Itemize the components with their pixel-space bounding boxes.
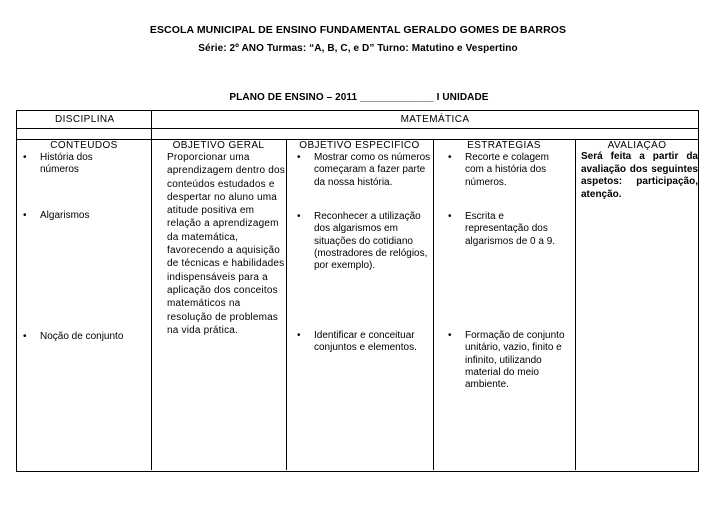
col-divider [575, 139, 576, 470]
col-header-objetivo-especifico: OBJETIVO ESPECÍFICO [299, 140, 420, 151]
bullet-icon: • [448, 330, 452, 341]
plan-title: PLANO DE ENSINO – 2011 _____________ I UNIDADE [229, 92, 489, 103]
col-divider [286, 139, 287, 470]
bullet-icon: • [23, 210, 27, 221]
avaliacao-text: Será feita a partir da avaliação dos seguintes aspetos: participação, atenção. [581, 151, 698, 200]
school-name: ESCOLA MUNICIPAL DE ENSINO FUNDAMENTAL GERALDO GOMES DE BARROS [149, 24, 567, 36]
disciplina-value: MATEMÁTICA [400, 114, 470, 125]
bullet-icon: • [297, 330, 301, 341]
bullet-icon: • [297, 152, 301, 163]
row-divider [17, 128, 698, 129]
col-divider [433, 139, 434, 470]
bullet-icon: • [23, 331, 27, 342]
col-header-objetivo-geral: OBJETIVO GERAL [172, 140, 265, 151]
bullet-icon: • [23, 152, 27, 163]
disciplina-label: DISCIPLINA [55, 114, 115, 125]
bullet-icon: • [448, 152, 452, 163]
col-divider [151, 111, 152, 470]
col-header-estrategias: ESTRATÉGIAS [467, 140, 541, 151]
col-header-avaliacao: AVALIAÇÃO [607, 140, 667, 151]
col-header-conteudos: CONTEÚDOS [50, 140, 118, 151]
class-info: Série: 2º ANO Turmas: “A, B, C, e D” Turno: Matutino e Vespertino [198, 43, 518, 54]
objetivo-geral-text: Proporcionar uma aprendizagem dentro dos conteúdos estudados e despertar no aluno uma atitude positiva em relação a aprendizagem da matemática, favorecendo a aquisição de técnicas e habilidades indispensáveis para a aplicação dos conceitos matemáticos na resolução de problemas na vida prática. [167, 152, 286, 336]
teaching-plan-table: DISCIPLINA MATEMÁTICA CONTEÚDOS OBJETIVO GERAL OBJETIVO ESPECÍFICO ESTRATÉGIAS AVALIAÇÃO • História dos números • Algarismos • Noção de conjunto Proporcionar uma aprendizagem dentro dos conteúdos estudados e despertar no aluno uma atitude positiva em relação a aprendizagem da matemática, favorecendo a aquisição de técnicas e habilidades indispensáveis para a aplicação dos conceitos matemáticos na resolução de problemas na vida prática. • Mostrar como os números começaram a fazer parte da nossa história. • Reconhecer a utilização dos algarismos em situações do cotidiano (mostradores de relógios, por exemplo). • Identificar e conceituar conjuntos e elementos. • Recorte e colagem com a história dos números. • Escrita e representação dos algarismos de 0 a 9. • Formação de conjunto unitário, vazio, finito e infinito, utilizando material do meio ambiente. Será feita a partir da avaliação dos seguintes aspetos: participação, atenção. [16, 110, 699, 472]
bullet-icon: • [297, 211, 301, 222]
bullet-icon: • [448, 211, 452, 222]
